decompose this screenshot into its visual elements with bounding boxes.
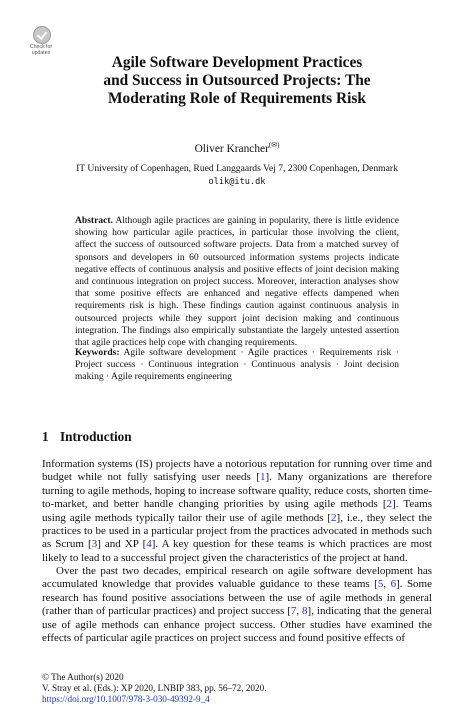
paragraph: Over the past two decades, empirical research on agile software development has accumulated knowledge that provides valuable guidance to these teams [5, 6]. Some research has found positive associations between the use of agile methods in general (rather than of particular practices) and project success [7, 8], indicating that the general use of agile methods can enhance project success. Other studies have examined the effects of particular agile practices on project success and found positive effects of [42, 565, 432, 645]
author-email[interactable]: olik@itu.dk [208, 177, 266, 187]
keywords-label: Keywords: [75, 347, 120, 358]
citation-link[interactable]: 3 [91, 538, 98, 551]
abstract [75, 215, 399, 349]
section-heading [42, 429, 132, 445]
abstract-label: Abstract. [75, 215, 113, 226]
check-icon [33, 26, 51, 44]
check-for-updates-badge[interactable] [24, 24, 58, 58]
section-number: 1 [42, 429, 49, 444]
badge-label: Check for updates [29, 44, 53, 56]
citation-link[interactable]: 7 [290, 605, 297, 618]
author-name: Oliver Krancher [194, 142, 269, 155]
affiliation: IT University of Copenhagen, Rued Langgaards Vej 7, 2300 Copenhagen, Denmark [76, 163, 398, 174]
title-line-3: Moderating Role of Requirements Risk [108, 90, 366, 107]
title-line-2: and Success in Outsourced Projects: The [103, 72, 371, 89]
corresponding-author-mark: (✉) [268, 141, 280, 149]
citation-link[interactable]: 2 [331, 511, 337, 524]
citation-link[interactable]: 8 [302, 605, 308, 618]
title-line-1: Agile Software Development Practices [111, 54, 363, 71]
citation-line: V. Stray et al. (Eds.): XP 2020, LNBIP 383, pp. 56–72, 2020. [42, 683, 267, 694]
paragraph: Information systems (IS) projects have a notorious reputation for running over time and budget while not fully satisfying user needs [1]. Many organizations are therefore turning to agile methods, hoping to increase software quality, reduce costs, shorten time-to-market, and better handle changing priorities by using agile methods [2]. Teams using agile methods typically tailor their use of agile methods [2], i.e., they select the practices to be used in a particular project from the practices advocated in methods such as Scrum [3] and XP [4]. A key question for these teams is which practices are most likely to lead to a successful project given the characteristics of the project at hand. [42, 458, 432, 564]
author [0, 139, 474, 156]
copyright-line: © The Author(s) 2020 [42, 672, 124, 682]
citation-link[interactable]: 2 [386, 498, 393, 511]
section-title: Introduction [60, 429, 132, 444]
page-footer [42, 672, 442, 706]
citation-link[interactable]: 6 [390, 578, 397, 591]
citation-link[interactable]: 4 [146, 538, 152, 551]
keywords-text: Agile software development · Agile practices · Requirements risk · Project success · Continuous integration · Continuous analysis · Joint decision making · Agile requirements engineering [75, 347, 399, 383]
paper-title [60, 54, 414, 108]
abstract-text: Although agile practices are gaining in popularity, there is little evidence showing how particular agile practices, in particular those involving the client, affect the success of outsourced software projects. Data from a matched survey of sponsors and developers in 60 outsourced information systems projects indicate negative effects of continuous analysis and positive effects of joint decision making and continuous integration on project success. Moreover, interaction analyses show that some positive effects are enhanced and negative effects dampened when requirements risk is high. These findings caution against continuous analysis in outsourced projects while they support joint decision making and continuous integration. The findings also empirically substantiate the largely untested assertion that agile practices help cope with changing requirements. [75, 215, 399, 349]
citation-link[interactable]: 1 [259, 471, 266, 484]
citation-link[interactable]: 5 [377, 578, 384, 591]
keywords [75, 347, 399, 384]
doi-link[interactable]: https://doi.org/10.1007/978-3-030-49392-9_4 [42, 694, 210, 705]
